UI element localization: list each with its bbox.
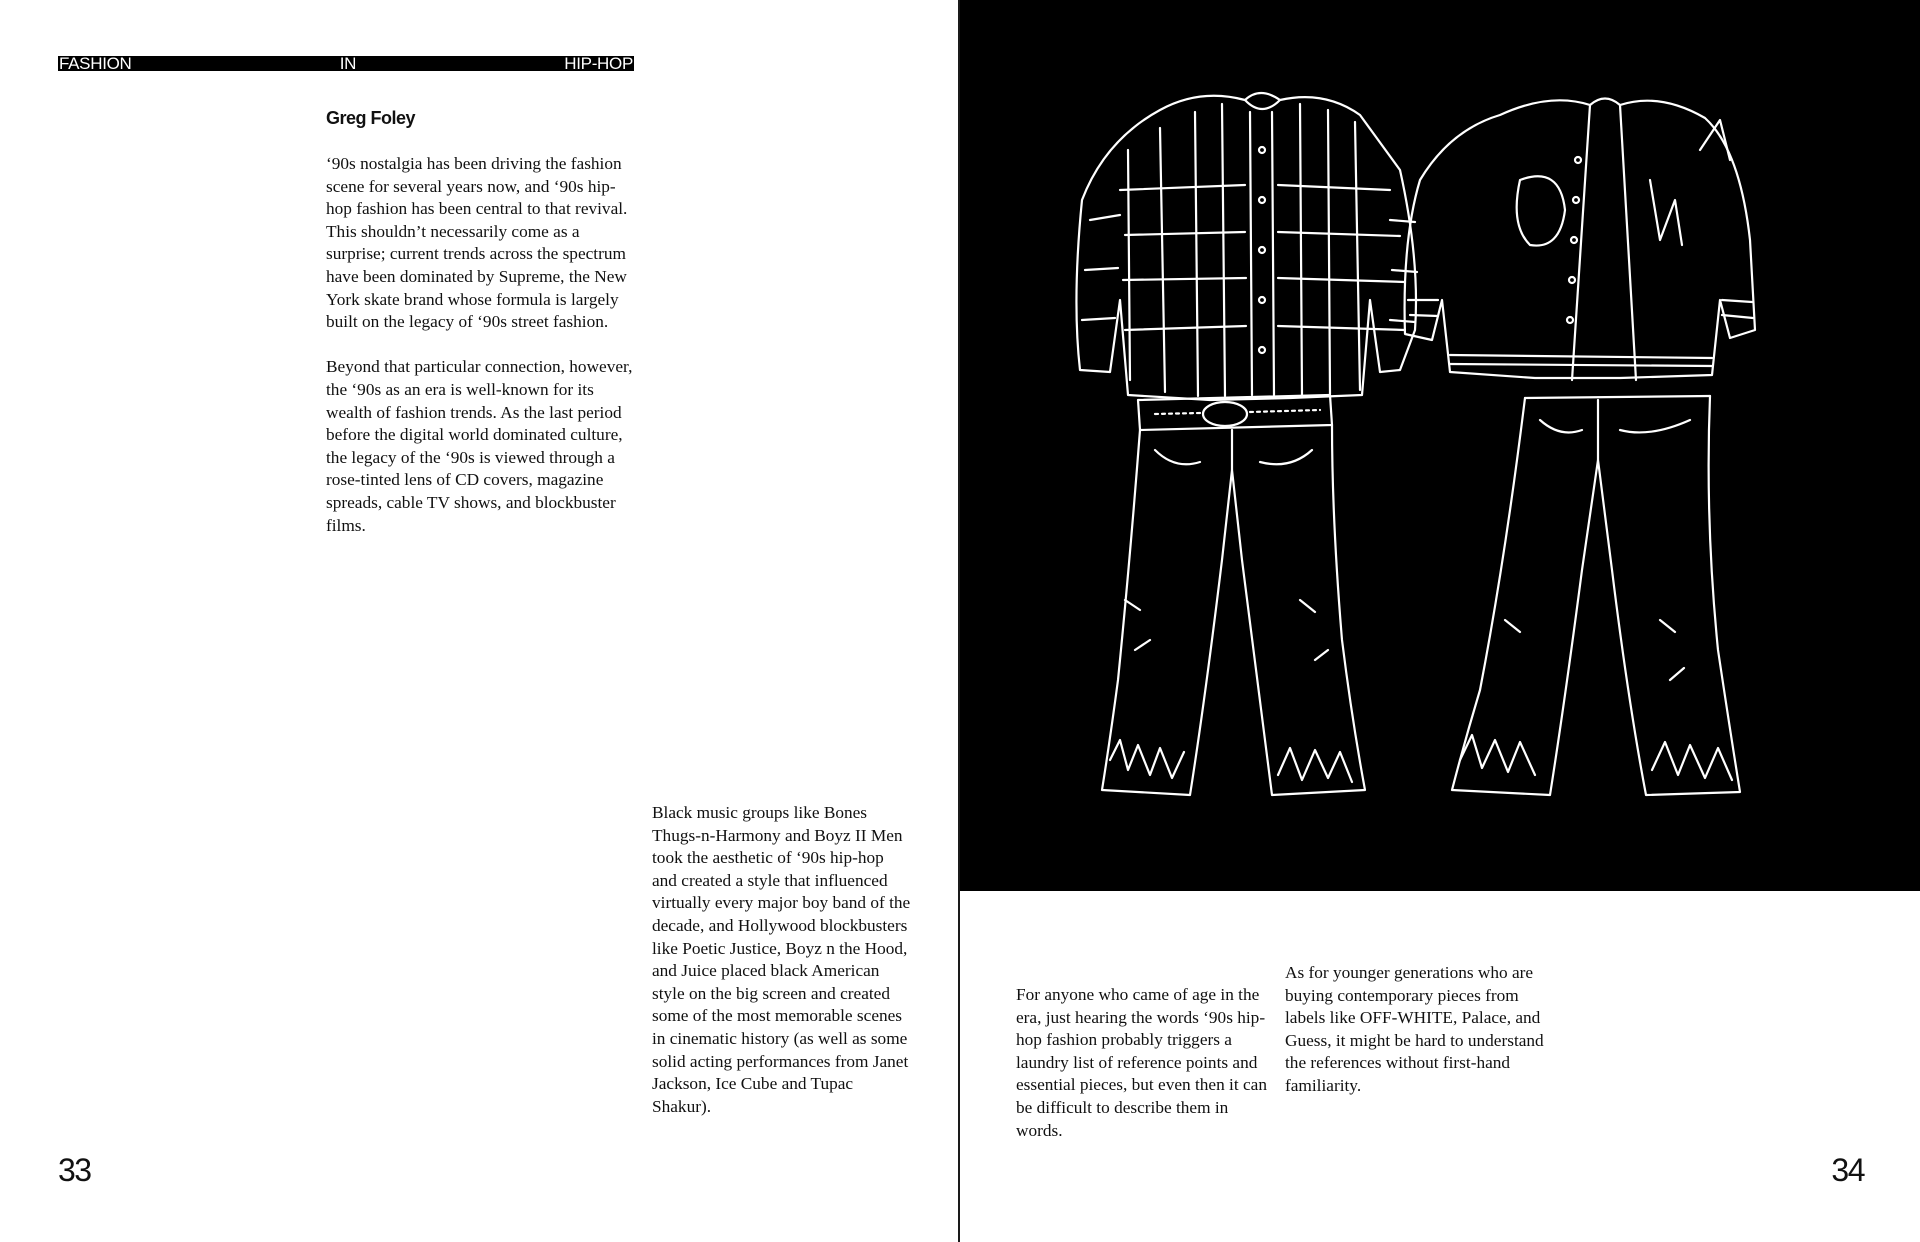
header-word-in: IN <box>339 56 357 71</box>
baggy-jeans-sketch <box>1102 425 1365 795</box>
author-name: Greg Foley <box>326 108 416 128</box>
header-word-fashion: FASHION <box>59 56 132 71</box>
outfit-illustration <box>960 0 1920 891</box>
left-page <box>0 0 959 1242</box>
intro-paragraph-1: ‘90s nostalgia has been driving the fashion scene for several years now, and ‘90s hip-hop fashion has been central to that revival. This shouldn’t necessarily come as a surprise; current trends across the spectrum have been dominated by Supreme, the New York skate brand whose formula is largely built on the legacy of ‘90s street fashion. <box>326 154 628 332</box>
right-column-1 <box>1016 984 1276 1142</box>
middle-paragraph: Black music groups like Bones Thugs-n-Harmony and Boyz II Men took the aesthetic of ‘90s hip-hop and created a style that influenced virtually every major boy band of the decade, and Hollywood blockbusters like Poetic Justice, Boyz n the Hood, and Juice placed black American style on the big screen and created some of the most memorable scenes in cinematic history (as well as some solid acting performances from Janet Jackson, Ice Cube and Tupac Shakur). <box>652 803 911 1116</box>
middle-column <box>652 802 912 1118</box>
intro-paragraph-2: Beyond that particular connection, however, the ‘90s as an era is well-known for its wealth of fashion trends. As the last period before the digital world dominated culture, the legacy of the ‘90s is viewed through a rose-tinted lens of CD covers, magazine spreads, cable TV shows, and blockbuster films. <box>326 357 633 535</box>
right-column-2 <box>1285 962 1545 1098</box>
wide-jeans-sketch <box>1452 396 1740 795</box>
right-paragraph-1: For anyone who came of age in the era, just hearing the words ‘90s hip-hop fashion probably triggers a laundry list of reference points and essential pieces, but even then it can be difficult to describe them in words. <box>1016 985 1267 1140</box>
intro-column <box>326 153 636 560</box>
page-number-right: 34 <box>1831 1152 1864 1188</box>
plaid-shirt-sketch <box>1076 93 1417 400</box>
header-word-hiphop: HIP-HOP <box>564 56 633 71</box>
right-paragraph-2: As for younger generations who are buying contemporary pieces from labels like OFF-WHITE, Palace, and Guess, it might be hard to understand the references without first-hand familiarity. <box>1285 963 1544 1095</box>
varsity-jacket-sketch <box>1405 99 1755 381</box>
page-number-left: 33 <box>58 1152 91 1188</box>
running-header <box>58 56 634 71</box>
outfit-sketch-icon <box>960 0 1920 891</box>
